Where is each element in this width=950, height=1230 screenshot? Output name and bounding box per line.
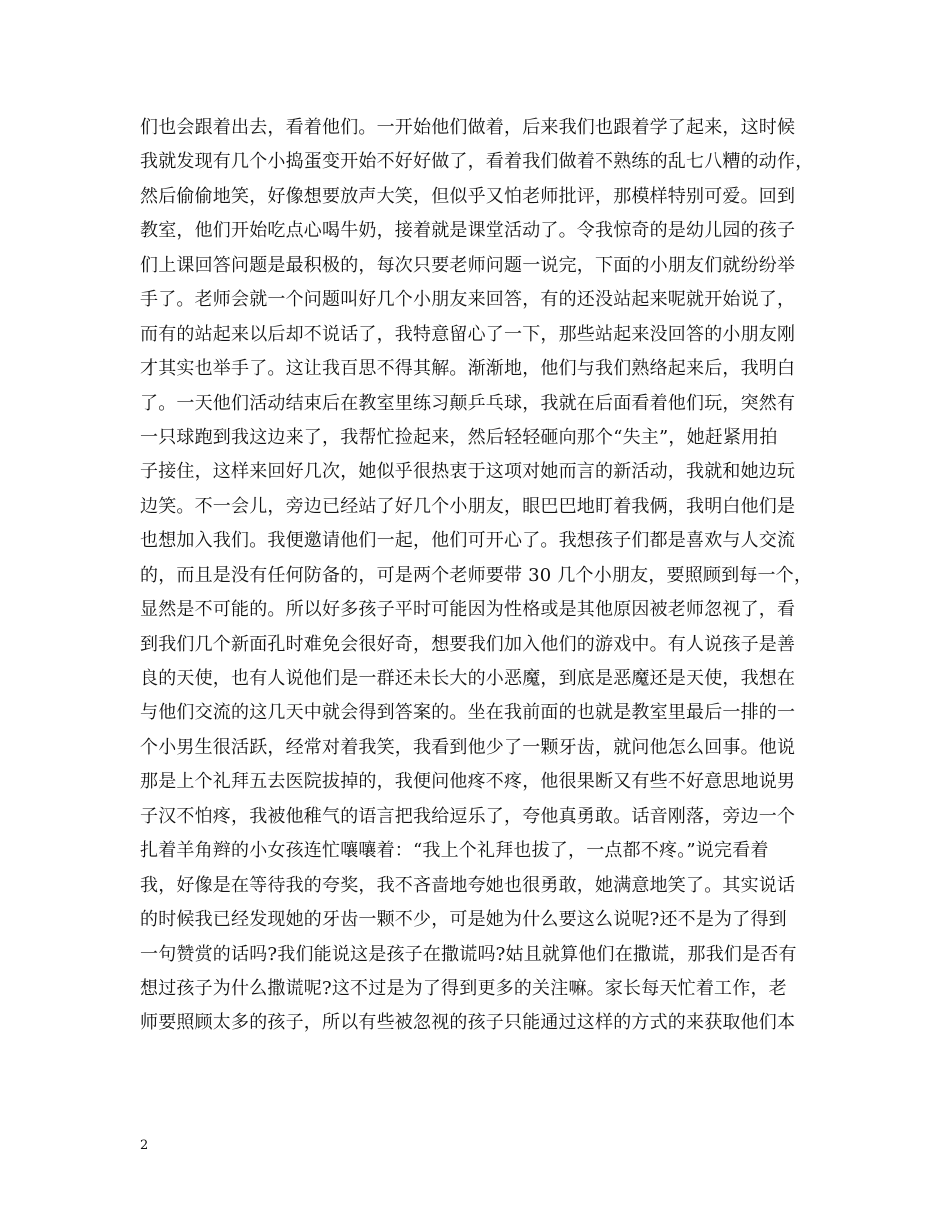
- text-line: 手了。老师会就一个问题叫好几个小朋友来回答，有的还没站起来呢就开始说了，: [140, 289, 796, 311]
- text-line: 们也会跟着出去，看着他们。一开始他们做着，后来我们也跟着学了起来，这时候: [140, 117, 796, 138]
- page-number: 2: [140, 1138, 149, 1153]
- text-line: 那是上个礼拜五去医院拔掉的，我便问他疼不疼，他很果断又有些不好意思地说男: [140, 771, 796, 793]
- text-line: 一句赞赏的话吗?我们能说这是孩子在撒谎吗?姑且就算他们在撒谎，那我们是否有: [140, 943, 797, 965]
- text-line: 扎着羊角辫的小女孩连忙嚷嚷着：“我上个礼拜也拔了，一点都不疼。”说完看着: [140, 840, 769, 862]
- text-line: 的，而且是没有任何防备的，可是两个老师要带 30 几个小朋友，要照顾到每一个，: [140, 564, 813, 586]
- text-line: 而有的站起来以后却不说话了，我特意留心了一下，那些站起来没回答的小朋友刚: [140, 323, 796, 345]
- text-line: 也想加入我们。我便邀请他们一起，他们可开心了。我想孩子们都是喜欢与人交流: [140, 530, 796, 552]
- text-line: 想过孩子为什么撒谎呢?这不过是为了得到更多的关注嘛。家长每天忙着工作，老: [140, 977, 787, 999]
- text-line: 了。一天他们活动结束后在教室里练习颠乒乓球，我就在后面看着他们玩，突然有: [140, 392, 796, 414]
- text-line: 到我们几个新面孔时难免会很好奇，想要我们加入他们的游戏中。有人说孩子是善: [140, 633, 796, 655]
- text-line: 子接住，这样来回好几次，她似乎很热衷于这项对她而言的新活动，我就和她边玩: [140, 461, 796, 483]
- text-line: 我就发现有几个小捣蛋变开始不好好做了，看着我们做着不熟练的乱七八糟的动作，: [140, 151, 814, 173]
- text-line: 我，好像是在等待我的夸奖，我不吝啬地夸她也很勇敢，她满意地笑了。其实说话: [140, 874, 796, 896]
- text-line: 良的天使，也有人说他们是一群还未长大的小恶魔，到底是恶魔还是天使，我想在: [140, 668, 796, 689]
- text-line: 子汉不怕疼，我被他稚气的语言把我给逗乐了，夸他真勇敢。话音刚落，旁边一个: [140, 805, 796, 827]
- text-line: 才其实也举手了。这让我百思不得其解。渐渐地，他们与我们熟络起来后，我明白: [140, 358, 796, 380]
- text-line: 然后偷偷地笑，好像想要放声大笑，但似乎又怕老师批评，那模样特别可爱。回到: [140, 185, 796, 207]
- text-line: 显然是不可能的。所以好多孩子平时可能因为性格或是其他原因被老师忽视了，看: [140, 599, 796, 621]
- text-line: 一只球跑到我这边来了，我帮忙捡起来，然后轻轻砸向那个“失主”，她赶紧用拍: [140, 426, 778, 448]
- text-line: 个小男生很活跃，经常对着我笑，我看到他少了一颗牙齿，就问他怎么回事。他说: [140, 736, 796, 758]
- body-text: [140, 111, 830, 1041]
- text-line: 边笑。不一会儿，旁边已经站了好几个小朋友，眼巴巴地盯着我俩，我明白他们是: [140, 495, 796, 517]
- text-line: 们上课回答问题是最积极的，每次只要老师问题一说完，下面的小朋友们就纷纷举: [140, 254, 796, 276]
- text-line: 与他们交流的这几天中就会得到答案的。坐在我前面的也就是教室里最后一排的一: [140, 702, 796, 724]
- text-line: 的时候我已经发现她的牙齿一颗不少，可是她为什么要这么说呢?还不是为了得到: [140, 909, 787, 931]
- text-line: 教室，他们开始吃点心喝牛奶，接着就是课堂活动了。令我惊奇的是幼儿园的孩子: [140, 220, 796, 242]
- text-line: 师要照顾太多的孩子，所以有些被忽视的孩子只能通过这样的方式的来获取他们本: [140, 1012, 796, 1034]
